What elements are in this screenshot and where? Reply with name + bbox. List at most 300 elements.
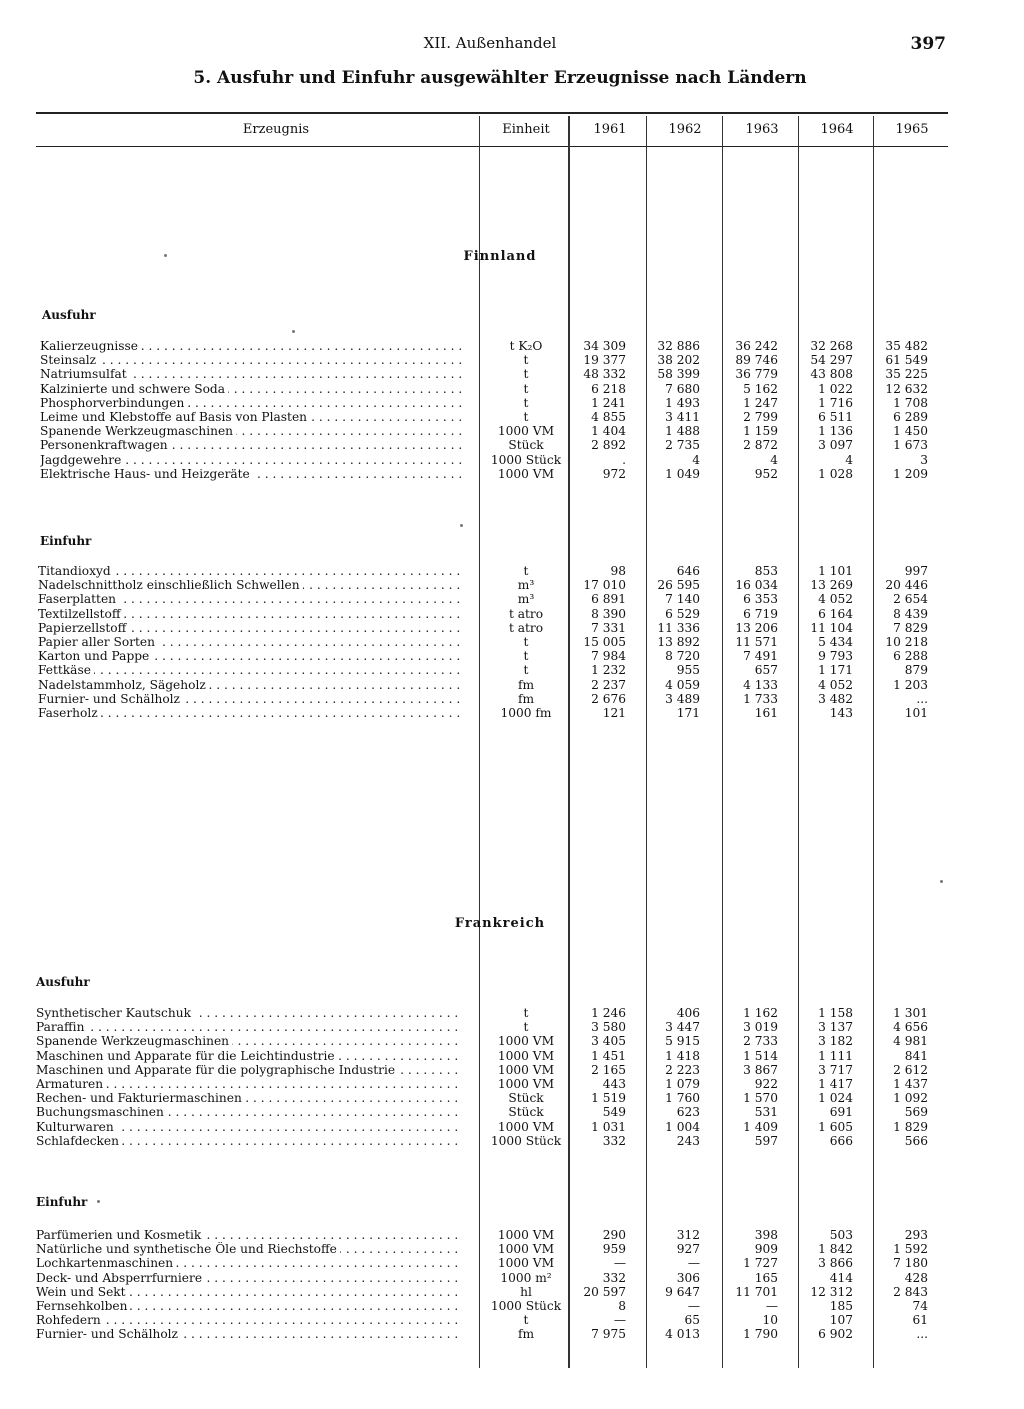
value-1965: 1 450: [893, 424, 928, 439]
value-1961: 332: [602, 1133, 626, 1148]
product-name: [40, 339, 464, 353]
value-1964: 1 716: [818, 395, 853, 410]
value-1961: 443: [602, 1077, 626, 1091]
unit-cell: Stück: [508, 1091, 544, 1106]
value-1963: 89 746: [735, 353, 778, 368]
value-1965: 1 437: [893, 1077, 928, 1091]
value-1961: 7 331: [591, 620, 626, 635]
table-row: [0, 607, 1000, 621]
product-label: Nadelstammholz, Sägeholz: [38, 678, 209, 692]
column-header-1962: 1962: [668, 122, 702, 137]
product-label: Kalierzeugnisse: [40, 339, 141, 353]
table-row: [0, 367, 1000, 381]
product-name: [36, 1020, 460, 1034]
value-1961: 48 332: [583, 367, 626, 382]
product-name: [38, 607, 462, 621]
table-row: [0, 1105, 1000, 1119]
product-name: [40, 424, 464, 438]
table-row: [0, 564, 1000, 578]
product-label: Rohfedern: [36, 1313, 104, 1327]
product-name: [40, 438, 464, 452]
value-1962: 1 760: [665, 1091, 700, 1106]
value-1965: 3: [920, 452, 928, 467]
value-1965: 2 612: [893, 1062, 928, 1077]
block-title-frankreich-einfuhr: Einfuhr: [36, 1195, 88, 1209]
product-name: [36, 1091, 460, 1105]
value-1963: 1 570: [743, 1091, 778, 1106]
unit-cell: 1000 VM: [497, 1062, 555, 1077]
value-1961: 1 404: [591, 424, 626, 439]
table-row: [0, 1313, 1000, 1327]
value-1965: 74: [912, 1299, 928, 1313]
unit-cell: Stück: [508, 438, 544, 453]
unit-cell: fm: [517, 677, 535, 692]
value-1961: 34 309: [583, 339, 626, 353]
product-name: [36, 1063, 460, 1077]
value-1963: 657: [754, 663, 778, 678]
value-1964: 4 052: [818, 592, 853, 607]
value-1963: 1 727: [743, 1256, 778, 1271]
product-name: [40, 467, 464, 481]
value-1961: 1 519: [591, 1091, 626, 1106]
value-1963: 4 133: [743, 677, 778, 692]
page-number: 397: [910, 34, 946, 54]
value-1964: 13 269: [810, 578, 853, 593]
value-1964: 4: [845, 452, 853, 467]
table-row: [0, 424, 1000, 438]
value-1964: 54 297: [810, 353, 853, 368]
value-1964: 666: [829, 1133, 853, 1148]
value-1964: 1 136: [818, 424, 853, 439]
value-1964: 6 511: [818, 410, 853, 424]
table-row: [0, 1134, 1000, 1148]
value-1963: 531: [754, 1105, 778, 1120]
value-1962: 3 489: [665, 691, 700, 706]
table-row: [0, 1299, 1000, 1313]
value-1962: 5 915: [665, 1034, 700, 1049]
product-label: Steinsalz: [40, 353, 99, 367]
value-1963: 3 867: [743, 1062, 778, 1077]
scan-speck: [940, 880, 943, 883]
value-1964: 503: [829, 1228, 853, 1242]
value-1964: 1 028: [818, 466, 853, 481]
value-1963: —: [765, 1299, 778, 1313]
product-name: [38, 635, 462, 649]
value-1962: 58 399: [657, 367, 700, 382]
table-row: [0, 467, 1000, 481]
value-1963: 853: [754, 564, 778, 578]
value-1965: 1 829: [893, 1119, 928, 1134]
rule-1963-right: [798, 116, 799, 1368]
unit-cell: 1000 Stück: [490, 452, 562, 467]
product-label: Phosphorverbindungen: [40, 396, 187, 410]
value-1962: 4 013: [665, 1327, 700, 1342]
product-name: [36, 1313, 460, 1327]
value-1963: 13 206: [735, 620, 778, 635]
value-1964: 3 866: [818, 1256, 853, 1271]
table-row: [0, 578, 1000, 592]
value-1961: .: [622, 452, 626, 467]
unit-cell: 1000 VM: [497, 1228, 555, 1242]
value-1965: 35 482: [885, 339, 928, 353]
column-header-unit: Einheit: [502, 122, 550, 137]
product-label: Kulturwaren: [36, 1120, 117, 1134]
product-name: [40, 396, 464, 410]
value-1964: 43 808: [810, 367, 853, 382]
value-1961: 332: [602, 1270, 626, 1285]
unit-cell: 1000 VM: [497, 1048, 555, 1063]
product-label: Lochkartenmaschinen: [36, 1256, 176, 1270]
product-name: [36, 1105, 460, 1119]
product-label: Fernsehkolben: [36, 1299, 130, 1313]
table-row: [0, 339, 1000, 353]
value-1961: —: [613, 1313, 626, 1328]
unit-cell: t: [523, 381, 529, 396]
value-1965: 20 446: [885, 578, 928, 593]
value-1963: 922: [754, 1077, 778, 1091]
value-1961: 1 246: [591, 1006, 626, 1020]
product-label: Personenkraftwagen: [40, 438, 171, 452]
product-name: [40, 353, 464, 367]
value-1965: 1 203: [893, 677, 928, 692]
product-name: [38, 706, 462, 720]
chapter-heading: XII. Außenhandel: [423, 34, 557, 52]
value-1962: —: [687, 1256, 700, 1271]
unit-cell: t: [523, 1006, 529, 1020]
value-1961: 15 005: [583, 635, 626, 649]
table-row: [0, 621, 1000, 635]
scan-speck: [164, 254, 167, 257]
value-1962: 1 493: [665, 395, 700, 410]
value-1964: 1 417: [818, 1077, 853, 1091]
value-1961: 98: [610, 564, 626, 578]
product-label: Synthetischer Kautschuk: [36, 1006, 194, 1020]
value-1961: 20 597: [583, 1284, 626, 1299]
product-label: Faserholz: [38, 706, 101, 720]
product-label: Maschinen und Apparate für die polygraphische Industrie: [36, 1063, 398, 1077]
value-1962: 1 418: [665, 1048, 700, 1063]
value-1965: 61 549: [885, 353, 928, 368]
value-1961: 2 676: [591, 691, 626, 706]
product-name: [36, 1285, 460, 1299]
product-label: Karton und Pappe: [38, 649, 152, 663]
value-1964: 1 171: [818, 663, 853, 678]
value-1961: 3 580: [591, 1020, 626, 1035]
product-name: [36, 1271, 460, 1285]
value-1964: 3 482: [818, 691, 853, 706]
value-1962: 6 529: [665, 606, 700, 621]
product-name: [36, 1049, 460, 1063]
table-row: [0, 1271, 1000, 1285]
value-1965: 1 092: [893, 1091, 928, 1106]
value-1962: 3 447: [665, 1020, 700, 1035]
value-1963: 11 701: [735, 1284, 778, 1299]
value-1964: 32 268: [810, 339, 853, 353]
value-1962: 9 647: [665, 1284, 700, 1299]
table-title: 5. Ausfuhr und Einfuhr ausgewählter Erzeugnisse nach Ländern: [193, 68, 807, 88]
value-1965: 61: [912, 1313, 928, 1328]
value-1962: 623: [676, 1105, 700, 1120]
product-label: Schlafdecken: [36, 1134, 122, 1148]
unit-cell: 1000 Stück: [490, 1299, 562, 1313]
value-1965: 293: [904, 1228, 928, 1242]
unit-cell: hl: [520, 1284, 532, 1299]
unit-cell: t: [523, 564, 529, 578]
product-name: [36, 1006, 460, 1020]
rule-1962-right: [722, 116, 723, 1368]
value-1961: 7 984: [591, 649, 626, 664]
value-1963: 398: [754, 1228, 778, 1242]
value-1964: 9 793: [818, 649, 853, 664]
table-row: [0, 1077, 1000, 1091]
value-1965: 6 289: [893, 410, 928, 424]
value-1961: 8: [618, 1299, 626, 1313]
value-1964: 3 137: [818, 1020, 853, 1035]
value-1965: 566: [904, 1133, 928, 1148]
value-1961: 6 218: [591, 381, 626, 396]
value-1965: 428: [904, 1270, 928, 1285]
value-1963: 2 733: [743, 1034, 778, 1049]
unit-cell: t: [523, 353, 529, 368]
product-label: Furnier- und Schälholz: [38, 692, 183, 706]
table-row: [0, 692, 1000, 706]
value-1965: 2 843: [893, 1284, 928, 1299]
unit-cell: 1000 VM: [497, 1077, 555, 1091]
product-name: [36, 1228, 460, 1242]
value-1961: 1 232: [591, 663, 626, 678]
value-1962: 4: [692, 452, 700, 467]
value-1964: 143: [829, 706, 853, 720]
unit-cell: t atro: [508, 606, 544, 621]
product-name: [36, 1327, 460, 1341]
value-1964: 5 434: [818, 635, 853, 649]
table-row: [0, 353, 1000, 367]
value-1965: 4 981: [893, 1034, 928, 1049]
value-1962: 243: [676, 1133, 700, 1148]
product-label: Natriumsulfat: [40, 367, 130, 381]
value-1964: 4 052: [818, 677, 853, 692]
value-1963: 1 409: [743, 1119, 778, 1134]
value-1964: 1 101: [818, 564, 853, 578]
scan-speck: [97, 1200, 100, 1203]
unit-cell: t: [523, 1313, 529, 1328]
column-header-1964: 1964: [820, 122, 854, 137]
value-1963: 1 247: [743, 395, 778, 410]
value-1965: 2 654: [893, 592, 928, 607]
table-row: [0, 1228, 1000, 1242]
product-label: Parfümerien und Kosmetik: [36, 1228, 204, 1242]
value-1964: 1 024: [818, 1091, 853, 1106]
value-1964: 3 182: [818, 1034, 853, 1049]
value-1962: 1 049: [665, 466, 700, 481]
product-label: Kalzinierte und schwere Soda: [40, 382, 228, 396]
product-label: Rechen- und Fakturiermaschinen: [36, 1091, 245, 1105]
value-1962: 65: [684, 1313, 700, 1328]
product-name: [36, 1034, 460, 1048]
unit-cell: Stück: [508, 1105, 544, 1120]
value-1965: ...: [916, 691, 928, 706]
value-1964: 185: [829, 1299, 853, 1313]
value-1965: 997: [904, 564, 928, 578]
value-1961: 549: [602, 1105, 626, 1120]
value-1961: 1 451: [591, 1048, 626, 1063]
unit-cell: 1000 fm: [500, 706, 552, 720]
product-label: Buchungsmaschinen: [36, 1105, 167, 1119]
unit-cell: t: [523, 395, 529, 410]
product-name: [38, 578, 462, 592]
value-1961: 17 010: [583, 578, 626, 593]
value-1962: 1 079: [665, 1077, 700, 1091]
product-name: [36, 1120, 460, 1134]
unit-cell: 1000 VM: [497, 1119, 555, 1134]
product-name: [38, 621, 462, 635]
value-1965: 1 592: [893, 1242, 928, 1257]
product-label: Faserplatten: [38, 592, 119, 606]
product-name: [36, 1256, 460, 1270]
unit-cell: 1000 m²: [500, 1270, 552, 1285]
value-1963: 5 162: [743, 381, 778, 396]
table-row: [0, 1256, 1000, 1270]
unit-cell: 1000 VM: [497, 1034, 555, 1049]
value-1961: 2 892: [591, 438, 626, 453]
value-1962: 7 680: [665, 381, 700, 396]
unit-cell: t: [523, 635, 529, 649]
table-row: [0, 706, 1000, 720]
value-1965: 1 708: [893, 395, 928, 410]
table-row: [0, 1285, 1000, 1299]
product-label: Elektrische Haus- und Heizgeräte: [40, 467, 253, 481]
value-1961: 972: [602, 466, 626, 481]
value-1963: 7 491: [743, 649, 778, 664]
value-1963: 1 790: [743, 1327, 778, 1342]
table-header: [36, 112, 948, 147]
value-1965: 879: [904, 663, 928, 678]
value-1962: 1 488: [665, 424, 700, 439]
product-name: [38, 649, 462, 663]
value-1963: 1 159: [743, 424, 778, 439]
rule-unit-right: [568, 116, 570, 1368]
column-header-product: Erzeugnis: [242, 122, 310, 137]
rule-1961-right: [646, 116, 647, 1368]
value-1961: 2 237: [591, 677, 626, 692]
unit-cell: 1000 VM: [497, 1256, 555, 1271]
value-1961: 19 377: [583, 353, 626, 368]
value-1964: 1 605: [818, 1119, 853, 1134]
product-name: [38, 592, 462, 606]
value-1964: 414: [829, 1270, 853, 1285]
value-1962: 3 411: [665, 410, 700, 424]
block-title-finnland-einfuhr: Einfuhr: [40, 534, 92, 548]
scan-speck: [460, 524, 463, 527]
unit-cell: 1000 VM: [497, 1242, 555, 1257]
value-1962: 7 140: [665, 592, 700, 607]
product-label: Nadelschnittholz einschließlich Schwellen: [38, 578, 303, 592]
product-name: [40, 453, 464, 467]
value-1965: 4 656: [893, 1020, 928, 1035]
value-1964: 107: [829, 1313, 853, 1328]
table-row: [0, 1034, 1000, 1048]
value-1962: 8 720: [665, 649, 700, 664]
value-1965: 101: [904, 706, 928, 720]
value-1963: 16 034: [735, 578, 778, 593]
value-1965: 6 288: [893, 649, 928, 664]
product-name: [36, 1242, 460, 1256]
product-name: [38, 564, 462, 578]
unit-cell: fm: [517, 691, 535, 706]
value-1964: 3 097: [818, 438, 853, 453]
table-row: [0, 1006, 1000, 1020]
table-row: [0, 453, 1000, 467]
value-1963: 1 733: [743, 691, 778, 706]
product-label: Natürliche und synthetische Öle und Riechstoffe: [36, 1242, 340, 1256]
product-label: Wein und Sekt: [36, 1285, 129, 1299]
value-1965: 7 180: [893, 1256, 928, 1271]
value-1961: 2 165: [591, 1062, 626, 1077]
column-header-1963: 1963: [745, 122, 779, 137]
value-1965: 841: [904, 1048, 928, 1063]
value-1963: 2 799: [743, 410, 778, 424]
product-label: Leime und Klebstoffe auf Basis von Plasten: [40, 410, 310, 424]
product-label: Titandioxyd: [38, 564, 114, 578]
value-1963: 952: [754, 466, 778, 481]
value-1965: 35 225: [885, 367, 928, 382]
unit-cell: 1000 VM: [497, 466, 555, 481]
product-name: [40, 410, 464, 424]
value-1965: 8 439: [893, 606, 928, 621]
value-1965: 7 829: [893, 620, 928, 635]
value-1963: 1 162: [743, 1006, 778, 1020]
value-1962: 171: [676, 706, 700, 720]
column-header-1961: 1961: [593, 122, 627, 137]
product-name: [38, 692, 462, 706]
unit-cell: m³: [517, 592, 535, 607]
value-1965: 12 632: [885, 381, 928, 396]
unit-cell: t K₂O: [509, 339, 543, 353]
table-row: [0, 396, 1000, 410]
value-1962: 26 595: [657, 578, 700, 593]
unit-cell: 1000 VM: [497, 424, 555, 439]
table-row: [0, 1063, 1000, 1077]
value-1962: 306: [676, 1270, 700, 1285]
product-name: [36, 1134, 460, 1148]
value-1961: 7 975: [591, 1327, 626, 1342]
value-1963: 597: [754, 1133, 778, 1148]
value-1965: ...: [916, 1327, 928, 1342]
table-row: [0, 1120, 1000, 1134]
value-1962: 11 336: [657, 620, 700, 635]
value-1963: 1 514: [743, 1048, 778, 1063]
value-1963: 6 719: [743, 606, 778, 621]
table-row: [0, 410, 1000, 424]
value-1965: 1 209: [893, 466, 928, 481]
scan-speck: [292, 330, 295, 333]
table-row: [0, 1091, 1000, 1105]
value-1963: 11 571: [735, 635, 778, 649]
product-label: Furnier- und Schälholz: [36, 1327, 181, 1341]
section-title-finnland: Finnland: [463, 249, 537, 264]
unit-cell: t: [523, 367, 529, 382]
table-row: [0, 438, 1000, 452]
value-1962: 955: [676, 663, 700, 678]
value-1963: 36 242: [735, 339, 778, 353]
value-1962: 13 892: [657, 635, 700, 649]
product-name: [40, 382, 464, 396]
value-1963: 36 779: [735, 367, 778, 382]
value-1965: 1 301: [893, 1006, 928, 1020]
product-label: Fettkäse: [38, 663, 94, 677]
product-name: [40, 367, 464, 381]
value-1962: 927: [676, 1242, 700, 1257]
